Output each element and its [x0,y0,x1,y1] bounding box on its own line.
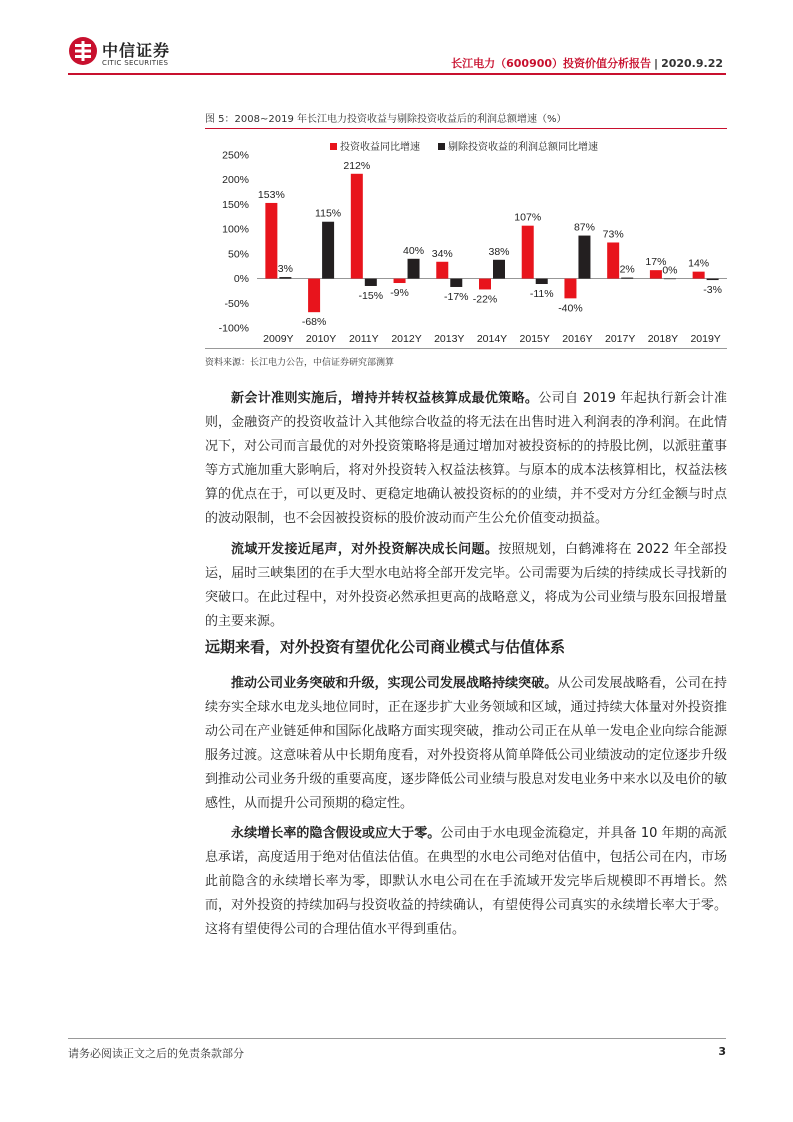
data-label: -3% [703,284,722,297]
paragraph-text: 按照规划，白鹤滩将在 2022 年全部投运，届时三峡集团的在手大型水电站将全部开发完毕。公司需要为后续的持续成长寻找新的突破口。在此过程中，对外投资必然承担更高的战略意义，将成为公司业绩与股东回报增量的主要来源。 [205,542,727,629]
citic-logo-icon [68,36,98,66]
figure-top-rule [205,128,727,129]
legend-label: 投资收益同比增速 [340,142,420,153]
paragraph-perpetual-growth [205,822,727,942]
bar-investment-income [607,242,619,278]
x-tick-label: 2014Y [476,333,508,345]
bar-profit-excl-investment [664,279,676,280]
legend-label: 剔除投资收益的利润总额同比增速 [448,142,598,153]
footer-divider [68,1038,726,1039]
title-separator: | [654,57,659,70]
x-tick-label: 2009Y [263,333,294,345]
paragraph-text: 公司自 2019 年起执行新会计准则，金融资产的投资收益计入其他综合收益的将无法在出售时进入利润表的净利润。在此情况下，对公司而言最优的对外投资策略将是通过增加对被投资标的的持股比例，以派驻董事等方式施加重大影响后，将对外投资转入权益法核算。与原本的成本法核算相比，权益法核算的优点在于，可以更及时、更稳定地确认被投资标的的业绩，并不受对方分红金额与时点的波动限制，也不会因被投资标的股价波动而产生公允价值变动损益。 [205,391,727,526]
data-label: 0% [662,264,678,277]
figure-source: 资料来源：长江电力公告，中信证券研究部测算 [205,358,395,368]
legend-swatch [438,143,445,150]
header-divider [68,73,726,75]
figure-caption: 图 5：2008~2019 年长江电力投资收益与剔除投资收益后的利润总额增速（%） [205,114,567,125]
bar-profit-excl-investment [493,260,505,279]
figure-bottom-rule [205,348,727,349]
data-label: 14% [688,257,710,270]
y-tick-label: 100% [222,223,249,236]
x-tick-label: 2018Y [647,333,679,345]
logo-english-name: CITIC SECURITIES [102,59,169,67]
paragraph-text: 从公司发展战略看，公司在持续夯实全球水电龙头地位同时，正在逐步扩大业务领域和区域，通过持续大体量对外投资推动公司在产业链延伸和国际化战略方面实现突破，推动公司正在从单一发电企业向综合能源服务过渡。这意味着从中长期角度看，对外投资将从简单降低公司业绩波动的定位逐步升级到推动公司业务升级的重要高度，逐步降低公司业绩与股息对发电业务中来水以及电价的敏感性，从而提升公司预期的稳定性。 [205,676,727,811]
y-tick-label: 200% [222,174,249,187]
data-label: 38% [488,245,510,258]
x-tick-label: 2012Y [391,333,422,345]
bar-profit-excl-investment [408,259,420,279]
data-label: -17% [444,290,469,303]
legend-swatch [330,143,337,150]
data-label: 73% [602,228,624,241]
y-tick-label: 50% [227,248,249,261]
bar-profit-excl-investment [365,279,377,286]
data-label: 153% [257,188,285,201]
y-tick-label: -100% [218,322,249,335]
data-label: 34% [431,247,453,260]
data-label: 40% [403,244,425,257]
bar-profit-excl-investment [536,279,548,284]
paragraph-lead: 新会计准则实施后，增持并转权益核算成最优策略。 [231,391,539,406]
x-tick-label: 2010Y [305,333,337,345]
report-date: 2020.9.22 [661,57,723,70]
bar-investment-income [693,272,705,279]
x-tick-label: 2017Y [604,333,636,345]
x-tick-label: 2011Y [349,333,379,345]
x-tick-label: 2019Y [690,333,721,345]
data-label: 115% [315,207,342,220]
bar-profit-excl-investment [322,222,334,279]
data-label: 107% [514,211,542,224]
data-label: -15% [358,289,384,302]
footer-disclaimer: 请务必阅读正文之后的免责条款部分 [68,1047,244,1060]
data-label: 3% [277,263,293,276]
bar-investment-income [436,262,448,279]
section-heading: 远期来看，对外投资有望优化公司商业模式与估值体系 [205,638,566,656]
bar-profit-excl-investment [578,236,590,279]
paragraph-basin-development [205,538,727,634]
y-tick-label: 0% [233,273,249,286]
data-label: 212% [343,159,371,172]
paragraph-business-upgrade [205,672,727,816]
data-label: -9% [390,287,409,300]
y-tick-label: 250% [222,149,249,162]
x-tick-label: 2013Y [434,333,465,345]
logo-chinese-name: 中信证券 [102,41,171,60]
paragraph-lead: 永续增长率的隐含假设或应大于零。 [231,826,441,841]
paragraph-lead: 流域开发接近尾声，对外投资解决成长问题。 [231,542,499,557]
y-tick-label: -50% [224,297,249,310]
bar-profit-excl-investment [450,279,462,287]
paragraph-accounting [205,387,727,531]
bar-investment-income [650,270,662,278]
y-tick-label: 150% [222,198,249,211]
bar-profit-excl-investment [279,277,291,278]
paragraph-text: 公司由于水电现金流稳定，并具备 10 年期的高派息承诺，高度适用于绝对估值法估值。在典型的水电公司绝对估值中，包括公司在内，市场此前隐含的永续增长率为零，即默认水电公司在在手流域开发完毕后规模即不再增长。然而，对外投资的持续加码与投资收益的持续确认，有望使得公司真实的永续增长率大于零。这将有望使得公司的合理估值水平得到重估。 [205,826,727,937]
data-label: -68% [301,316,327,329]
bar-investment-income [265,203,277,279]
bar-investment-income [394,279,406,283]
bar-investment-income [479,279,491,290]
x-tick-label: 2015Y [519,333,550,345]
data-label: -40% [558,302,583,315]
data-label: 2% [619,263,635,276]
bar-investment-income [351,174,363,279]
data-label: 87% [573,221,595,234]
data-label: -22% [472,293,498,306]
growth-bar-chart [205,133,727,347]
page-number: 3 [718,1045,726,1058]
bar-profit-excl-investment [707,279,719,280]
paragraph-lead: 推动公司业务突破和升级，实现公司发展战略持续突破。 [231,676,558,691]
bar-investment-income [308,279,320,313]
data-label: 17% [645,256,667,269]
bar-investment-income [522,226,534,279]
report-title [451,55,723,71]
data-label: -11% [529,288,554,301]
report-title-text: 长江电力（600900）投资价值分析报告 [451,57,652,70]
x-tick-label: 2016Y [562,333,593,345]
bar-investment-income [564,279,576,299]
bar-profit-excl-investment [621,278,633,279]
